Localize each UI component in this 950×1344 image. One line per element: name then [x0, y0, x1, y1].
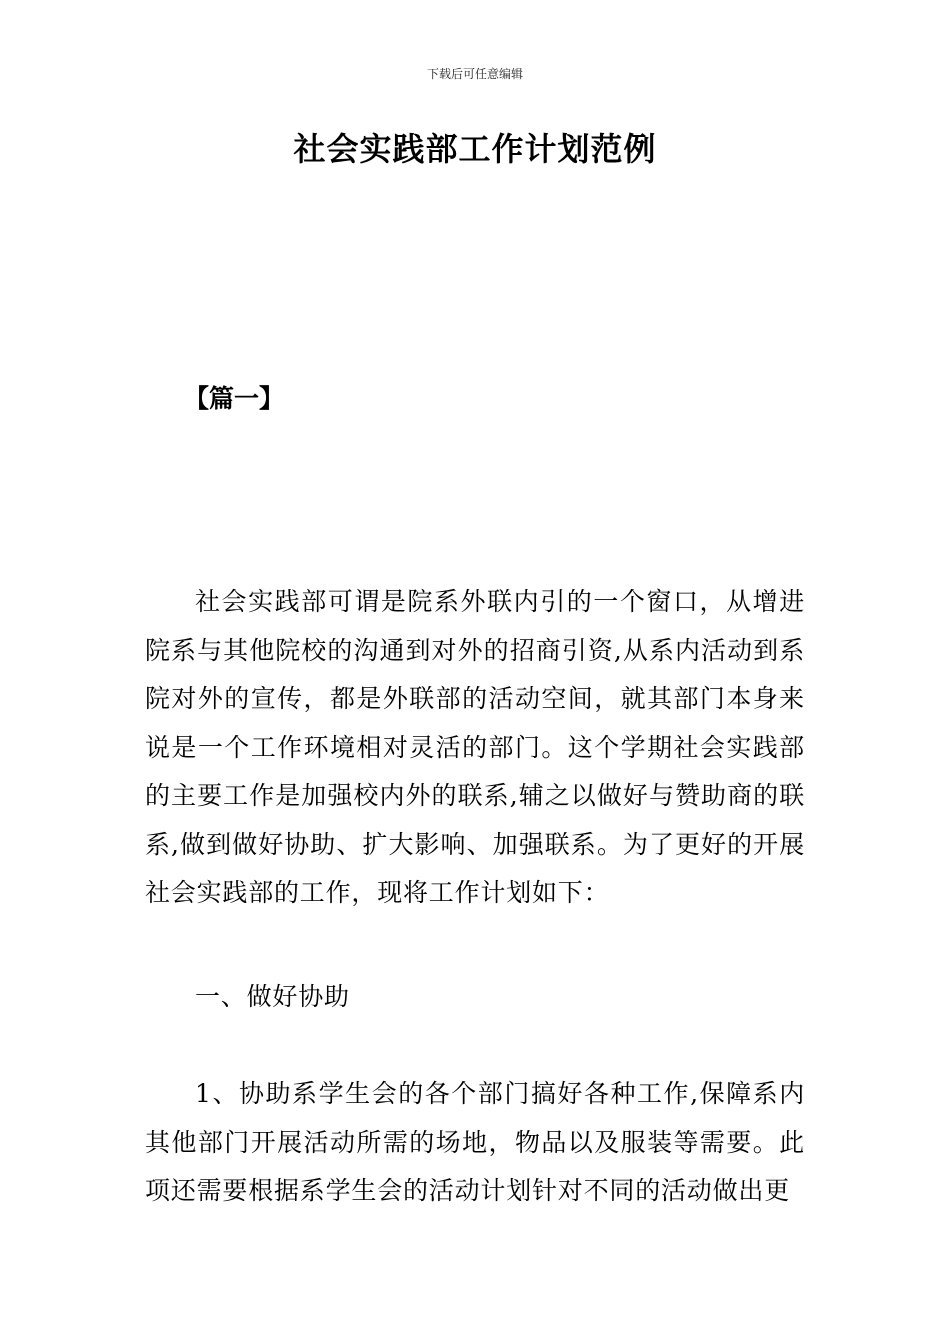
document-title: 社会实践部工作计划范例 — [293, 130, 657, 168]
section-heading-1: 一、做好协助 — [195, 982, 350, 1011]
intro-paragraph: 社会实践部可谓是院系外联内引的一个窗口，从增进院系与其他院校的沟通到对外的招商引资,从系内活动到系院对外的宣传，都是外联部的活动空间，就其部门本身来说是一个工作环境相对灵活的部门。这个学期社会实践部的主要工作是加强校内外的联系,辅之以做好与赞助商的联系,做到做好协助、扩大影响、加强联系。为了更好的开展社会实践部的工作，现将工作计划如下： — [145, 587, 805, 907]
header-note: 下载后可任意编辑 — [426, 67, 523, 81]
list-item-1: 1、协助系学生会的各个部门搞好各种工作,保障系内其他部门开展活动所需的场地，物品以及服装等需要。此项还需要根据系学生会的活动计划针对不同的活动做出更 — [145, 1079, 805, 1205]
section-label: 【篇一】 — [184, 384, 285, 413]
